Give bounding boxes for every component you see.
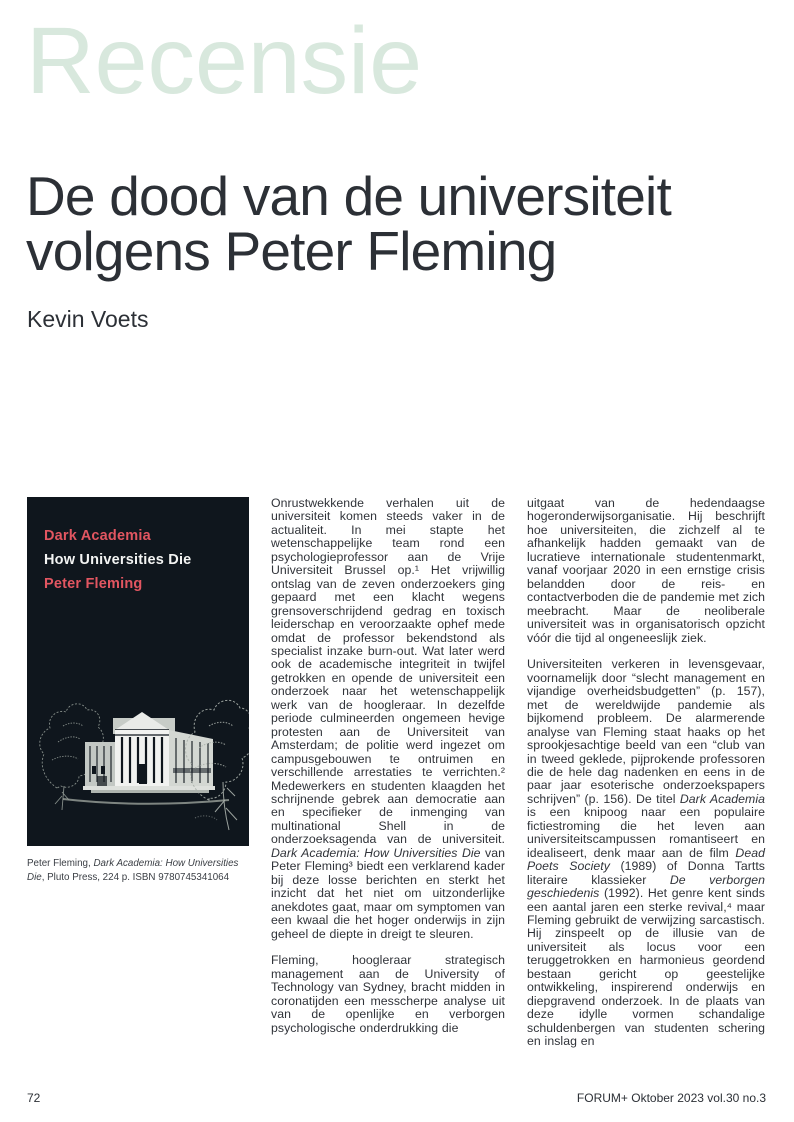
book-cover-author: Peter Fleming: [44, 576, 143, 592]
page-footer: [27, 1091, 766, 1105]
book-cover-text: [44, 524, 232, 596]
body-paragraph: Onrustwekkende verhalen uit de universiteit komen steeds vaker in de actualiteit. In mei stapte het wetenschappelijke team rond een psychologieprofessor aan de Vrije Universiteit Brussel op.¹ Het vrijwillig ontslag van de zeven onderzoekers ging gepaard met een klacht wegens grensoverschrijdend gedrag en toxisch leiderschap en veroorzaakte ophef mede omdat de professor bekendstond als specialist inzake burn-out. Wat later werd ook de academische integriteit in twijfel getrokken en opende de universiteit een onderzoek naar het wetenschappelijk werk van de hoogleraar. In dezelfde periode culmineerden ongemeen hevige protesten aan de Universiteit van Amsterdam; de politie werd ingezet om campusgebouwen te ontruimen en verschillende arrestaties te verrichten.² Medewerkers en studenten klaagden het schrijnende gebrek aan democratie aan en specifieker de inmenging van multinational Shell in de onderzoeksagenda van de universiteit. Dark Academia: How Universities Die van Peter Fleming³ biedt een verklarend kader bij deze losse berichten en sterkt het inzicht dat het niet om uitzonderlijke anekdotes gaat, maar om symptomen van een kwaal die het hoger onderwijs in zijn geheel de diepte in dreigt te sleuren.: [271, 496, 505, 941]
book-cover-title: Dark Academia: [44, 528, 151, 544]
book-cover: [27, 497, 249, 846]
book-cover-subtitle: How Universities Die: [44, 552, 192, 568]
book-caption: Peter Fleming, Dark Academia: How Universities Die, Pluto Press, 224 p. ISBN 9780745341064: [27, 858, 239, 883]
book-cover-column: [27, 497, 249, 884]
body-paragraph: uitgaat van de hedendaagse hogeronderwijsorganisatie. Hij beschrijft hoe universiteiten, die zichzelf al te afhankelijk hadden gemaakt van de lucratieve internationale studentenmarkt, vanaf voorjaar 2020 in een ernstige crisis belandden door de reis- en contactverboden die de pandemie met zich meebracht. Maar de neoliberale universiteit was in organisatorisch opzicht vóór die tijd al ongeneeslijk ziek.: [527, 496, 765, 645]
article-title-line-2: volgens Peter Fleming: [26, 220, 557, 282]
text-column-middle: [271, 497, 505, 1035]
section-kicker: Recensie: [26, 8, 423, 114]
body-paragraph: Fleming, hoogleraar strategisch management aan de University of Technology van Sydney, bracht midden in coronatijden een messcherpe analyse uit van de openlijke en verborgen psychologische onderdrukking die: [271, 953, 505, 1035]
body-paragraph: Universiteiten verkeren in levensgevaar, voornamelijk door “slecht management en vijandige overheidsbudgetten” (p. 157), met de wereldwijde pandemie als bijkomend probleem. De alarmerende analyse van Fleming staat haaks op het sprookjesachtige beeld van een “club van in tweed geklede, pijprokende professoren die de hele dag nadenken en eens in de paar jaar esoterische onderzoekspapers schrijven” (p. 156). De titel Dark Academia is een knipoog naar een populaire fictiestroming die het leven aan universiteitscampussen romantiseert en idealiseert, denk maar aan de film Dead Poets Society (1989) of Donna Tartts literaire klassieker De verborgen geschiedenis (1992). Het genre kent sinds een aantal jaren een sterke revival,⁴ maar Fleming gebruikt de verwijzing sarcastisch. Hij zinspeelt op de illusie van de universiteit als locus voor een teruggetrokken en harmonieus geordend bestaan gericht op geestelijke ontwikkeling, inspirerend onderwijs en diepgravend onderzoek. In de plaats van deze idylle vormen schandalige schuldenbergen van studenten schering en inslag en: [527, 657, 765, 1049]
article-title-line-1: De dood van de universiteit: [26, 165, 671, 227]
article-body: [27, 497, 765, 1049]
page-number: 72: [27, 1091, 41, 1105]
article-title: [26, 165, 770, 282]
journal-issue-label: FORUM+ Oktober 2023 vol.30 no.3: [576, 1091, 766, 1105]
university-building-illustration: [27, 668, 249, 846]
article-author: Kevin Voets: [27, 306, 149, 332]
text-column-right: [527, 497, 765, 1049]
